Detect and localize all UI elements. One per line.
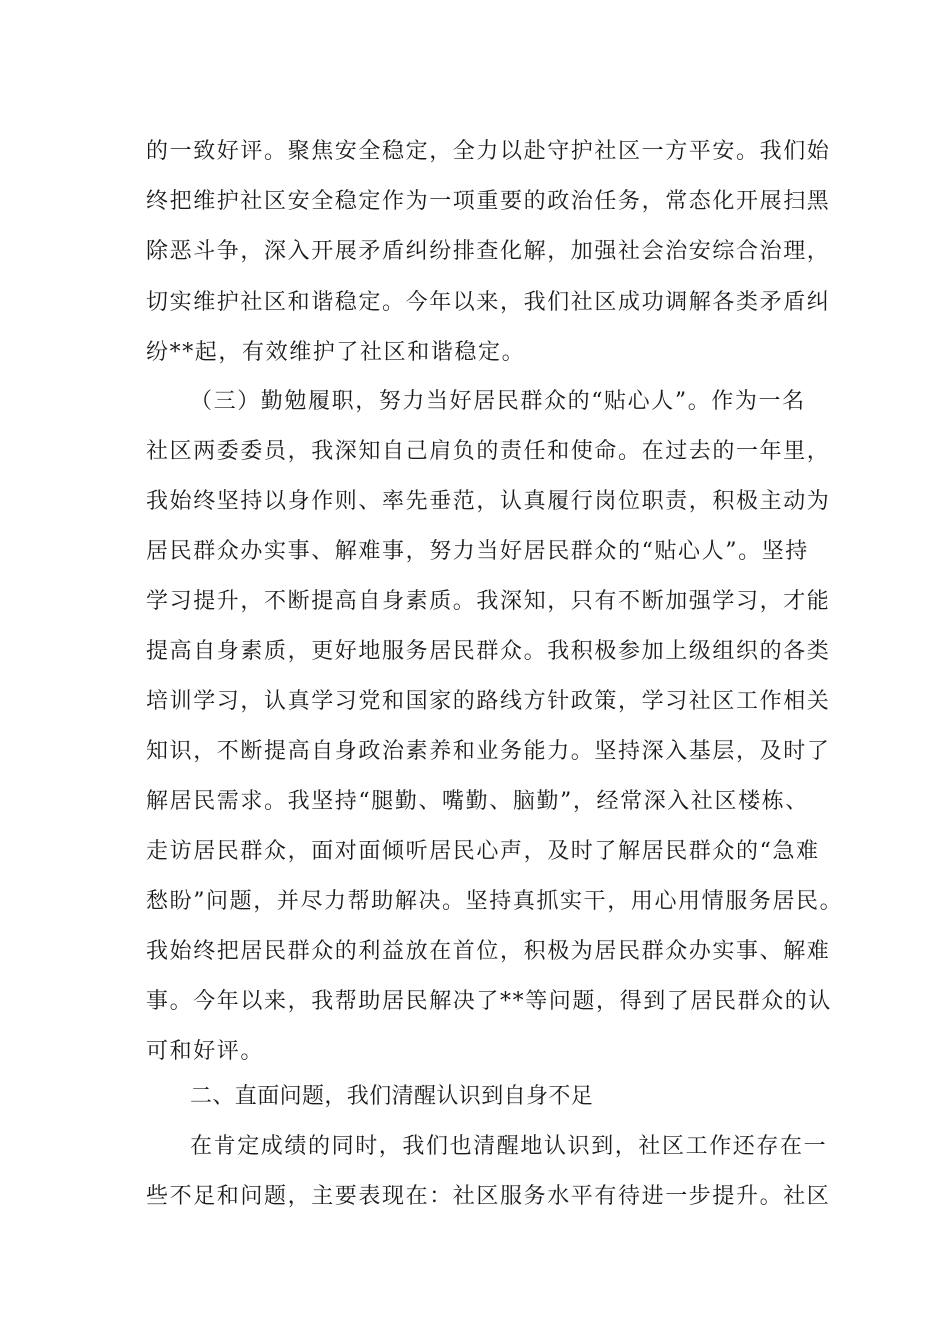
text-line: 可和好评。 — [146, 1039, 265, 1064]
text-line: 提高自身素质，更好地服务居民群众。我积极参加上级组织的各类 — [146, 639, 831, 664]
section-heading: 二、直面问题，我们清醒认识到自身不足 — [190, 1084, 594, 1109]
text-line: 我始终坚持以身作则、率先垂范，认真履行岗位职责，积极主动为 — [146, 489, 831, 514]
text-line: 我始终把居民群众的利益放在首位，积极为居民群众办实事、解难 — [146, 939, 831, 964]
text-line: 在肯定成绩的同时，我们也清醒地认识到，社区工作还存在一 — [190, 1134, 828, 1159]
text-line: 切实维护社区和谐稳定。今年以来，我们社区成功调解各类矛盾纠 — [146, 290, 831, 315]
paragraph-heading: （三）勤勉履职，努力当好居民群众的“贴心人”。作为一名 — [190, 389, 806, 414]
text-line: 知识，不断提高自身政治素养和业务能力。坚持深入基层，及时了 — [146, 739, 831, 764]
text-line: 终把维护社区安全稳定作为一项重要的政治任务，常态化开展扫黑 — [146, 189, 831, 214]
text-line: 事。今年以来，我帮助居民解决了**等问题，得到了居民群众的认 — [146, 989, 833, 1014]
text-line: 社区两委委员，我深知自己肩负的责任和使命。在过去的一年里， — [146, 439, 831, 464]
text-line: 的一致好评。聚焦安全稳定，全力以赴守护社区一方平安。我们始 — [146, 139, 831, 164]
text-line: 解居民需求。我坚持“腿勤、嘴勤、脑勤”，经常深入社区楼栋、 — [146, 789, 809, 814]
text-line: 除恶斗争，深入开展矛盾纠纷排查化解，加强社会治安综合治理， — [146, 239, 831, 264]
text-line: 纷**起，有效维护了社区和谐稳定。 — [146, 340, 526, 365]
text-line: 居民群众办实事、解难事，努力当好居民群众的“贴心人”。坚持 — [146, 539, 809, 564]
text-line: 学习提升，不断提高自身素质。我深知，只有不断加强学习，才能 — [146, 589, 831, 614]
text-line: 愁盼”问题，并尽力帮助解决。坚持真抓实干，用心用情服务居民。 — [146, 889, 844, 914]
text-line: 培训学习，认真学习党和国家的路线方针政策，学习社区工作相关 — [146, 689, 831, 714]
text-line: 些不足和问题，主要表现在：社区服务水平有待进一步提升。社区 — [146, 1184, 831, 1209]
text-line: 走访居民群众，面对面倾听居民心声，及时了解居民群众的“急难 — [146, 839, 820, 864]
